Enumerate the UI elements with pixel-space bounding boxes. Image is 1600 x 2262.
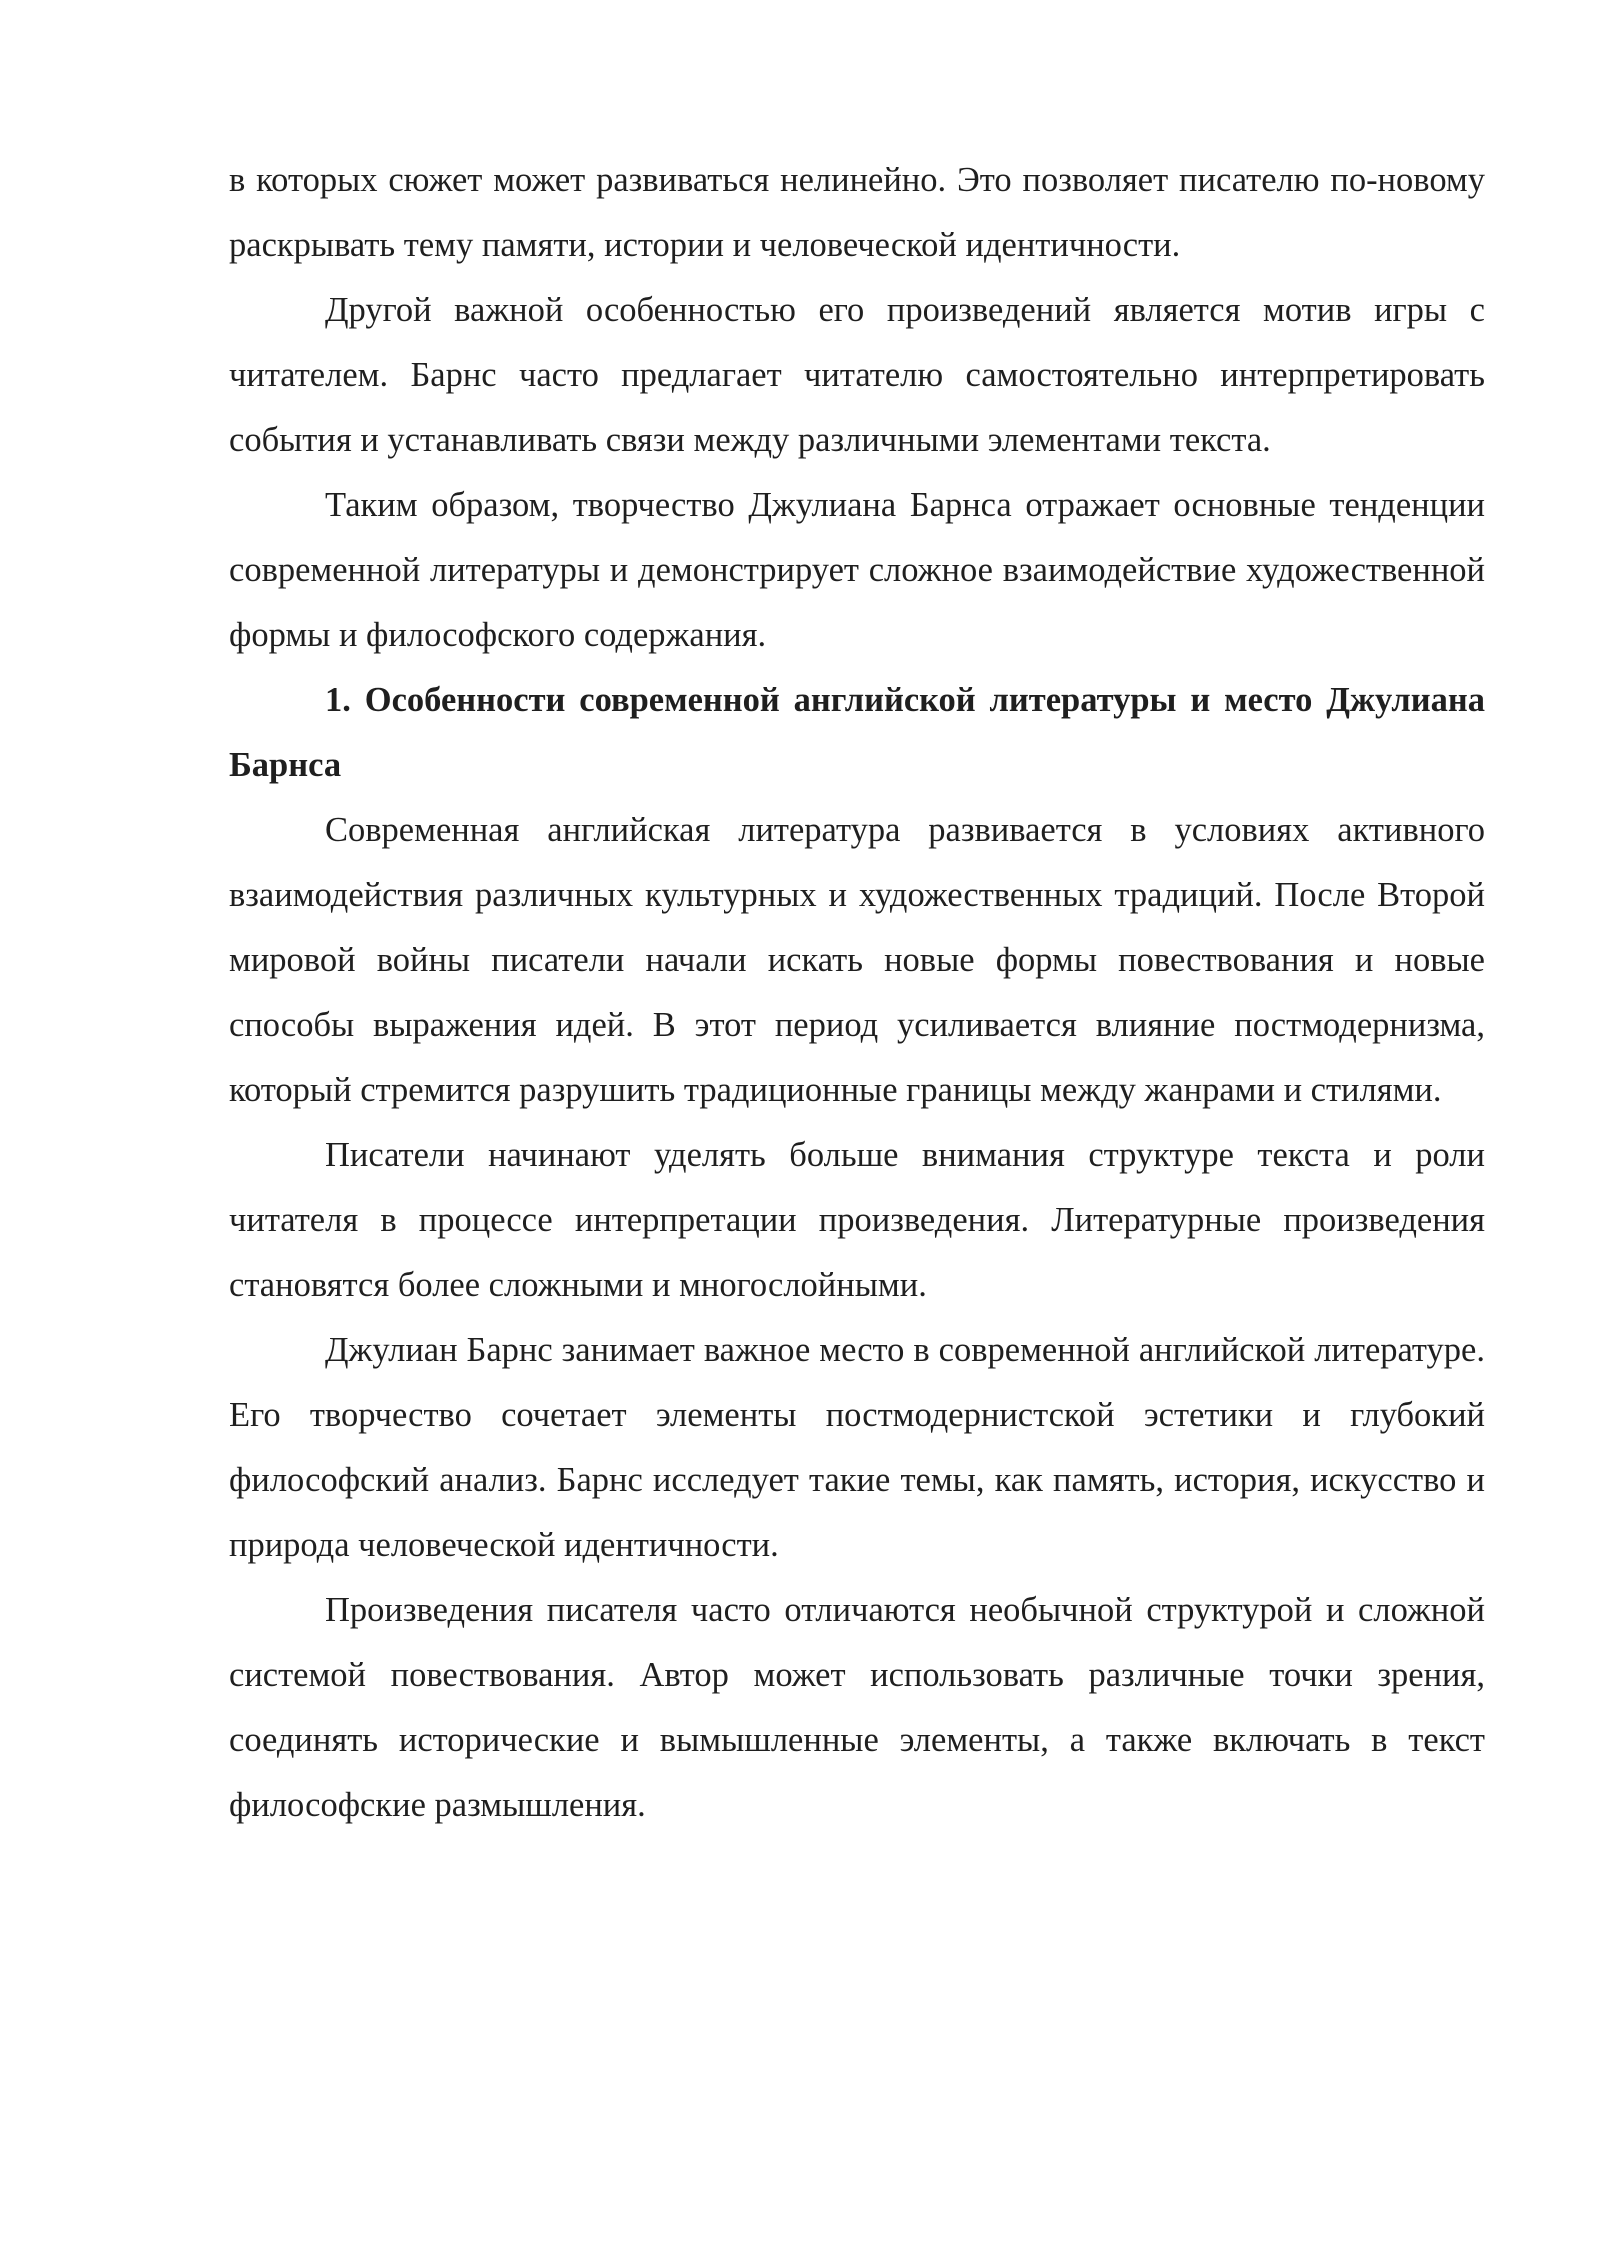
paragraph: Другой важной особенностью его произведений является мотив игры с читателем. Барнс часто предлагает читателю самостоятельно интерпретировать события и устанавливать связи между различными элементами текста. — [229, 291, 1485, 459]
paragraph: Произведения писателя часто отличаются необычной структурой и сложной системой повествования. Автор может использовать различные точки зрения, соединять исторические и вымышленные элементы, а также включать в текст философские размышления. — [229, 1591, 1485, 1824]
paragraph: Джулиан Барнс занимает важное место в современной английской литературе. Его творчество сочетает элементы постмодернистской эстетики и глубокий философский анализ. Барнс исследует такие темы, как память, история, искусство и природа человеческой идентичности. — [229, 1331, 1485, 1564]
section-heading: 1. Особенности современной английской литературы и место Джулиана Барнса — [229, 681, 1485, 784]
paragraph-continuation: в которых сюжет может развиваться нелинейно. Это позволяет писателю по-новому раскрывать тему памяти, истории и человеческой идентичности. — [229, 161, 1485, 264]
paragraph: Таким образом, творчество Джулиана Барнса отражает основные тенденции современной литературы и демонстрирует сложное взаимодействие художественной формы и философского содержания. — [229, 486, 1485, 654]
document-body — [229, 148, 1485, 1838]
paragraph: Писатели начинают уделять больше внимания структуре текста и роли читателя в процессе интерпретации произведения. Литературные произведения становятся более сложными и многослойными. — [229, 1136, 1485, 1304]
paragraph: Современная английская литература развивается в условиях активного взаимодействия различных культурных и художественных традиций. После Второй мировой войны писатели начали искать новые формы повествования и новые способы выражения идей. В этот период усиливается влияние постмодернизма, который стремится разрушить традиционные границы между жанрами и стилями. — [229, 811, 1485, 1109]
